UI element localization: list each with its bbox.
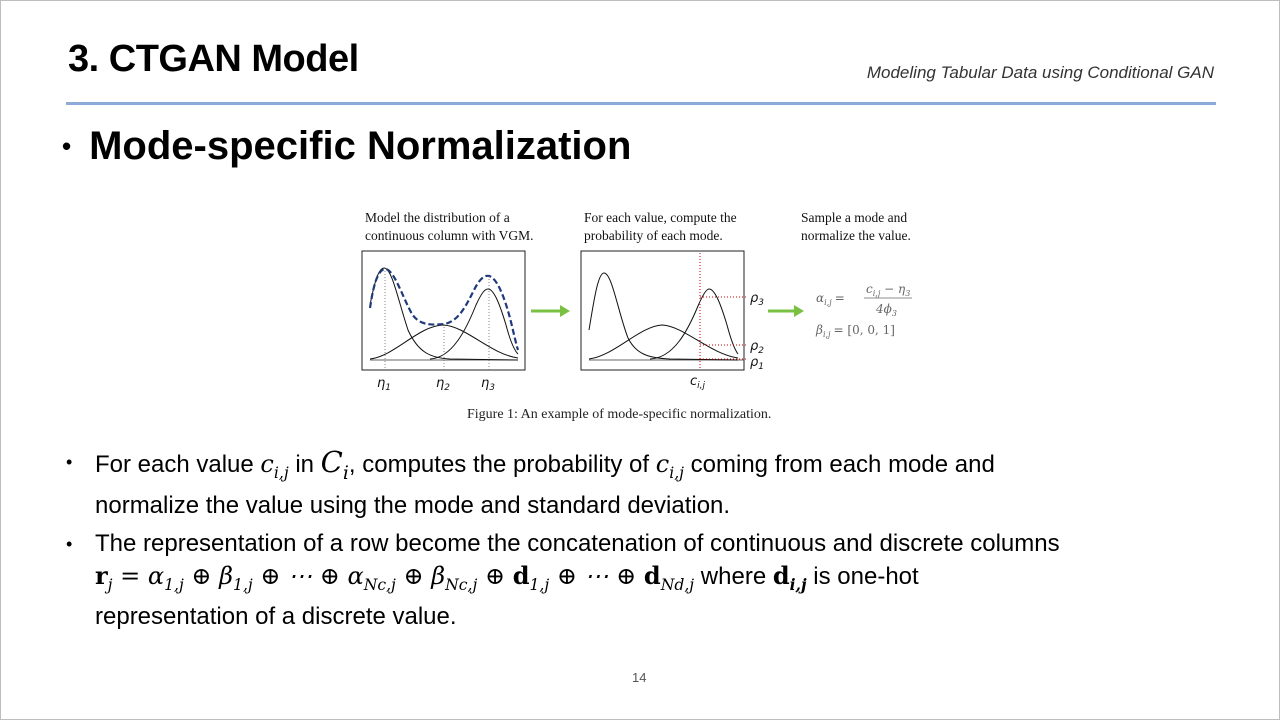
figure-caption: Figure 1: An example of mode-specific normalization. xyxy=(467,407,772,422)
title-divider xyxy=(66,102,1216,105)
bullet-1-text-4: coming from each mode and xyxy=(683,451,995,478)
figure-col3-text xyxy=(801,209,911,245)
rho3-label: $\rho_3$ xyxy=(750,291,764,308)
bullet-1-text-3: , computes the probability of xyxy=(348,451,656,478)
bullet-1 xyxy=(66,446,995,522)
c-ij-symbol-2: $c_{i,j}$ xyxy=(655,450,684,482)
C-i-symbol: $C_i$ xyxy=(320,445,349,484)
bullet-1-text-1: For each value xyxy=(95,451,261,478)
arrow-1 xyxy=(531,305,570,317)
slide-title: 3. CTGAN Model xyxy=(68,38,359,80)
bullet-dot: • xyxy=(66,452,73,472)
row-representation-formula: $r_j = \alpha_{1,j}$ ⊕ $\beta_{1,j}$ ⊕ ⋯ ⊕ $\alpha_{Nc,j}$ ⊕ $\beta_{Nc,j}$ ⊕ $d_{1,j}$ ⊕ ⋯ ⊕ $d_{Nd,j}$ xyxy=(95,561,695,594)
panel-1-mixture-dashed xyxy=(370,269,518,350)
c-ij-symbol: $c_{i,j}$ xyxy=(260,450,289,482)
bullet-1-line-2: normalize the value using the mode and standard deviation. xyxy=(95,491,731,519)
figure-col1-line2: continuous column with VGM. xyxy=(365,228,534,243)
alpha-formula-lhs: $\alpha_{i,j}$ = xyxy=(816,291,845,307)
eta1-label: $\eta_1$ xyxy=(377,376,391,393)
figure-col2-text xyxy=(584,209,737,245)
alpha-formula-denominator: $4\phi_3$ xyxy=(876,302,897,318)
figure-col2-line1: For each value, compute the xyxy=(584,210,737,225)
bullet-2-where: where xyxy=(694,563,773,590)
figure-col1-text xyxy=(365,209,534,245)
mode-normalization-figure xyxy=(355,245,935,395)
bullet-2-line-3: representation of a discrete value. xyxy=(95,602,457,630)
figure-col2-line2: probability of each mode. xyxy=(584,228,723,243)
slide-subtitle: Modeling Tabular Data using Conditional GAN xyxy=(866,63,1214,82)
figure-col3-line1: Sample a mode and xyxy=(801,210,908,225)
arrow-2 xyxy=(768,305,804,317)
rho1-label: $\rho_1$ xyxy=(750,355,764,372)
rho2-label: $\rho_2$ xyxy=(750,339,764,356)
figure-col3-line2: normalize the value. xyxy=(801,228,911,243)
eta3-label: $\eta_3$ xyxy=(481,376,495,393)
bullet-1-body xyxy=(95,446,995,522)
panel-2-gaussian-1 xyxy=(589,273,738,360)
bullet-2-tail: is one-hot xyxy=(806,563,919,590)
eta2-label: $\eta_2$ xyxy=(436,376,450,393)
d-ij-symbol: $d_{i,j}$ xyxy=(772,561,807,594)
heading-text: Mode-specific Normalization xyxy=(89,124,632,168)
section-heading xyxy=(62,124,631,169)
bullet-dot: • xyxy=(66,534,73,554)
figure-col1-line1: Model the distribution of a xyxy=(365,210,510,225)
panel-2-gaussian-3 xyxy=(650,289,738,359)
c-value-label: $c_{i,j}$ xyxy=(690,374,706,391)
alpha-formula-numerator: $c_{i,j} - \eta_3$ xyxy=(866,282,911,298)
bullet-1-text-2: in xyxy=(288,451,321,478)
bullet-2-body xyxy=(95,528,1060,633)
page-number: 14 xyxy=(632,670,647,685)
panel-2-gaussian-2 xyxy=(589,325,738,359)
beta-formula: $\beta_{i,j} = [0$, 0, 1] xyxy=(816,323,895,339)
bullet-2 xyxy=(66,528,1060,633)
bullet-dot: • xyxy=(62,131,72,161)
bullet-2-line-1: The representation of a row become the concatenation of continuous and discrete columns xyxy=(95,530,1060,557)
